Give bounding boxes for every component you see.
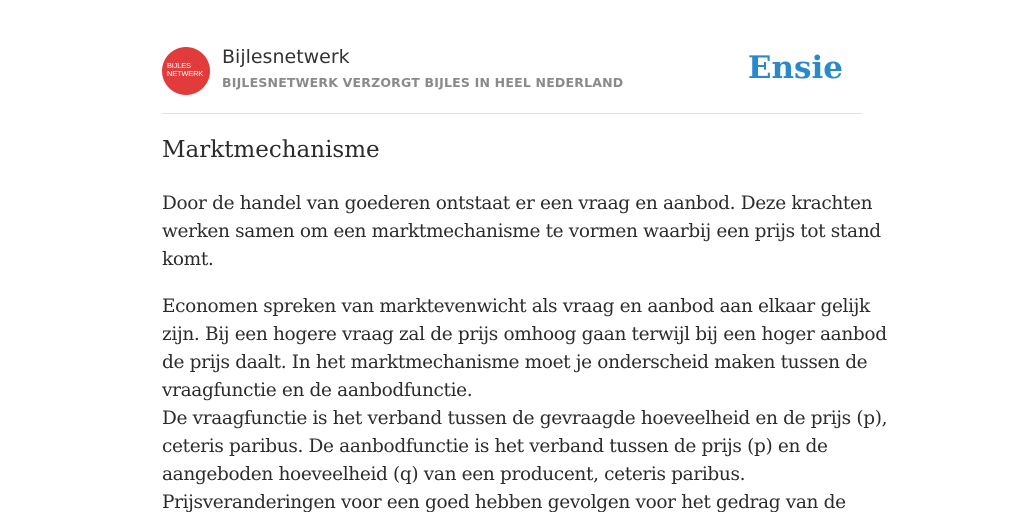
article-title: Marktmechanisme [162, 137, 380, 163]
text-line: zijn. Bij een hogere vraag zal de prijs omhoog gaan terwijl bij een hoger aanbod [162, 324, 887, 345]
bijlesnetwerk-logo[interactable] [162, 47, 210, 95]
ensie-brand-link[interactable]: Ensie [747, 50, 843, 86]
header-divider [162, 113, 862, 114]
text-line: De vraagfunctie is het verband tussen de gevraagde hoeveelheid en de prijs (p), [162, 408, 888, 429]
text-line: ceteris paribus. De aanbodfunctie is het verband tussen de prijs (p) en de [162, 436, 828, 457]
text-line: Prijsveranderingen voor een goed hebben gevolgen voor het gedrag van de [162, 492, 846, 512]
text-line: de prijs daalt. In het marktmechanisme moet je onderscheid maken tussen de [162, 352, 868, 373]
article-body [162, 190, 888, 512]
logo-line-1: BIJLES [167, 61, 191, 70]
paragraph-1 [162, 190, 881, 274]
site-tagline: BIJLESNETWERK VERZORGT BIJLES IN HEEL NEDERLAND [222, 75, 624, 90]
site-name-link[interactable]: Bijlesnetwerk [222, 46, 350, 68]
paragraph-2 [162, 293, 888, 512]
text-line: aangeboden hoeveelheid (q) van een producent, ceteris paribus. [162, 464, 746, 485]
text-line: vraagfunctie en de aanbodfunctie. [162, 380, 473, 401]
text-line: werken samen om een marktmechanisme te vormen waarbij een prijs tot stand [162, 221, 881, 242]
text-line: Door de handel van goederen ontstaat er een vraag en aanbod. Deze krachten [162, 193, 873, 214]
site-header [162, 46, 862, 96]
text-line: komt. [162, 249, 214, 270]
logo-line-2: NETWERK [167, 69, 204, 78]
text-line: Economen spreken van marktevenwicht als vraag en aanbod aan elkaar gelijk [162, 296, 870, 317]
